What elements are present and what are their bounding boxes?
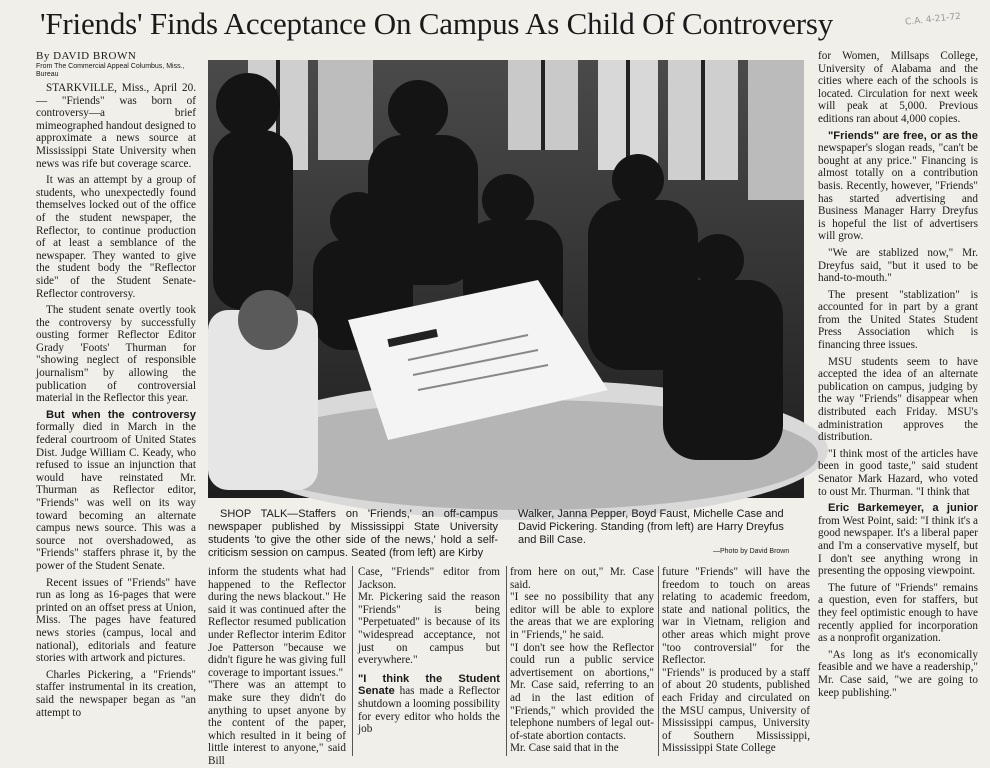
- source-line: From The Commercial Appeal Columbus, Miss., Bureau: [36, 63, 185, 78]
- lead-in: "Friends" are free, or as the: [828, 129, 978, 142]
- lead-in: But when the controversy: [46, 408, 196, 421]
- paragraph: [818, 502, 978, 578]
- byline: By DAVID BROWN: [36, 50, 137, 62]
- column-5: future "Friends" will have the freedom to touch on areas relating to academic freedom, state and national politics, the war in Vietnam, religion and other areas which might prove "too controversial" for the Reflector. "Friends" is produced by a staff of about 20 students, published each Friday and circulated on the MSU campus, University of Mississippi campus, University of Southern Mississippi, Mississippi State College: [662, 566, 810, 755]
- paragraph-text: has made a Reflector shutdown a looming possibility for every editor who holds the job: [358, 685, 501, 736]
- photo: [208, 60, 804, 498]
- paragraph-text: newspaper's slogan reads, "can't be bought at any price." Financing is almost totally on a contribution basis. Recently, however, "Friends" has started advertising and Business Manager Harry Dreyfus is hopeful the list of advertisers will grow.: [818, 142, 978, 243]
- column-6: [818, 50, 978, 758]
- paragraph: for Women, Millsaps College, University of Alabama and the cities where each of the schools is located. Circulation for next week will peak at 5,000. Previous editions ran about 4,000 copies.: [818, 50, 978, 125]
- paragraph: "I think most of the articles have been in good taste," said student Senator Mark Hazard, who voted to oust Mr. Thurman. "I think that: [818, 447, 978, 498]
- lead-in: "I think the Student Senate: [358, 672, 500, 698]
- column-2: inform the students what had happened to the Reflector during the news blackout." He said it was continued after the Reflector resumed publication under Reflector interim Editor Joe Patterson "because we didn't figure he was giving full coverage to important issues." "There was an attempt to make sure they didn't do anything to upset anyone by the content of the paper, which resulted in it being of little interest to anyone," said Bill: [208, 566, 346, 767]
- photo-credit: —Photo by David Brown: [713, 548, 790, 555]
- paragraph: "We are stablized now," Mr. Dreyfus said, "but it used to be hand-to-mouth.": [818, 246, 978, 285]
- lead-in: Eric Barkemeyer, a junior: [828, 502, 978, 515]
- paragraph: MSU students seem to have accepted the idea of an alternate publication on campus, judging by the way "Friends" disappear when distributed each Friday. MSU's administration approves the distribution.: [818, 355, 978, 444]
- paragraph: STARKVILLE, Miss., April 20. — "Friends" was born of controversy—a brief mimeographed handout designed to approximate a news source at Mississippi State University when news was rife but coverage scarce.: [36, 82, 197, 170]
- column-3: [358, 566, 500, 758]
- paragraph-text: from West Point, said: "I think it's a good newspaper. It's a liberal paper and I'm a conservative myself, but I don't see anything wrong in presenting the opposing viewpoint.: [818, 514, 978, 578]
- paragraph: Recent issues of "Friends" have run as long as 16-pages that were printed on an offset press at Union, Miss. The pages have featured news stories (campus, local and national), editorials and feature stories with artwork and pictures.: [36, 576, 196, 665]
- paragraph: [36, 409, 196, 573]
- paragraph: The student senate overtly took the controversy by successfully ousting former Reflector Editor Grady 'Foots' Thurman for "showing neglect of responsible journalism" by allowing the publication of controversial material in the Reflector this year.: [36, 304, 196, 405]
- column-3-text: Case, "Friends" editor from Jackson. Mr. Pickering said the reason "Friends" is being "Perpetuated" is because of its "widespread acceptance, not just on campus but everywhere.": [358, 566, 500, 667]
- headline: 'Friends' Finds Acceptance On Campus As Child Of Controversy: [40, 6, 834, 41]
- caption-part-2: Walker, Janna Pepper, Boyd Faust, Michelle Case and David Pickering. Standing (from left) are Harry Dreyfus and Bill Case.: [518, 508, 784, 546]
- marginal-note: C.A. 4-21-72: [904, 11, 962, 28]
- paragraph: [818, 130, 978, 243]
- paragraph: "As long as it's economically feasible and we have a readership," Mr. Case said, "we are going to keep publishing.": [818, 648, 978, 699]
- paragraph: It was an attempt by a group of students, who unexpectedly found themselves locked out of the office of the student newspaper, the Reflector, to continue production of at least a semblance of the newspaper. They wanted to give the student body the "Reflector side" of the Student Senate-Reflector controversy.: [36, 174, 196, 300]
- paragraph: [358, 673, 500, 736]
- paragraph-text: formally died in March in the federal courtroom of United States Dist. Judge William C. Keady, who refused to issue an injunction that would have reinstated Mr. Thurman as Reflector editor, "Friends" was well on its way toward becoming an alternate campus news source. This was a source not overshadowed, as "Friends" staffers phrase it, by the power of the Student Senate.: [36, 421, 196, 572]
- column-4: from here on out," Mr. Case said. "I see no possibility that any editor will be able to explore the areas that we are exploring in "Friends," he said. "I don't see how the Reflector could run a public service advertisement on abortions," Mr. Case said, referring to an ad in the last edition of "Friends," which provided the telephone numbers of legal out-of-state abortion contacts. Mr. Case said that in the: [510, 566, 654, 755]
- paragraph: The present "stablization" is accounted for in part by a grant from the United States Student Press Association which is financing three issues.: [818, 288, 978, 352]
- newspaper-staff-photo-icon: [208, 60, 804, 498]
- caption-part-1: SHOP TALK—Staffers on 'Friends,' an off-campus newspaper published by Mississippi State University students 'to give the other side of the news,' hold a self-criticism session on campus. Seated (from left) are Kirby: [208, 508, 498, 559]
- paragraph: The future of "Friends" remains a question, even for staffers, but they feel optimistic enough to have recently applied for incorporation as a nonprofit organization.: [818, 581, 978, 645]
- column-1: [36, 82, 196, 758]
- paragraph: Charles Pickering, a "Friends" staffer instrumental in its creation, said the newspaper began as "an attempt to: [36, 668, 196, 719]
